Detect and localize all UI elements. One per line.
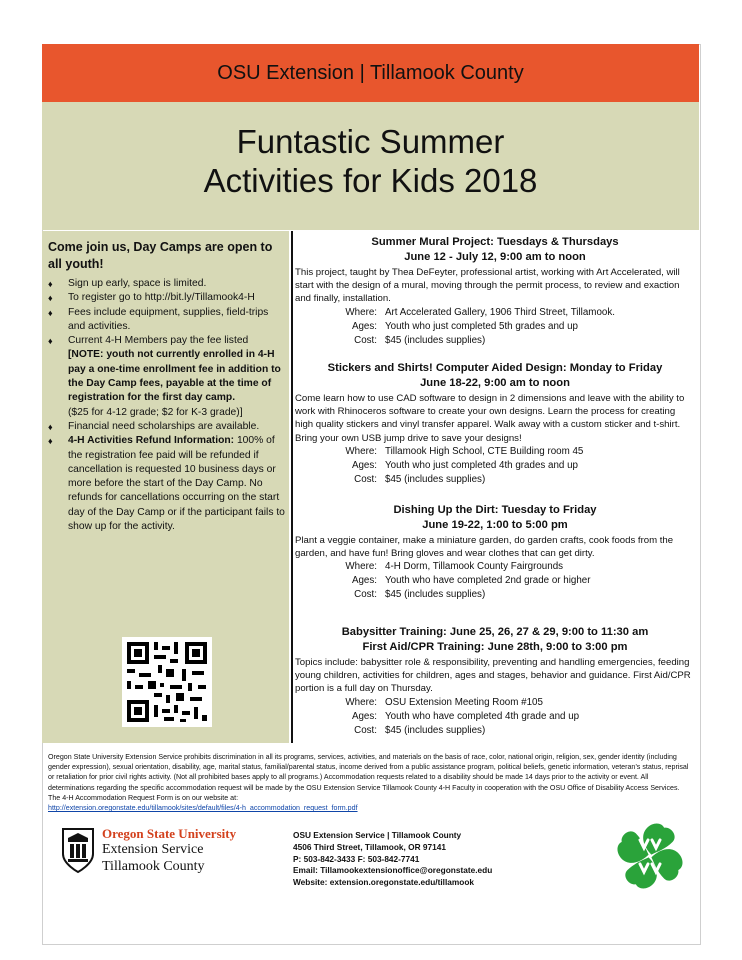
activity-description: This project, taught by Thea DeFeyter, professional artist, working with Art Accelerated, will start with the design of a mural, moving through the permit process, to review and exaction and finally, installation. [295, 267, 680, 305]
diamond-bullet-icon: ♦ [48, 421, 53, 432]
title-line-2: Activities for Kids 2018 [203, 162, 538, 199]
activity-cost: Cost: $45 (includes supplies) [354, 589, 486, 601]
header-bar [42, 44, 699, 102]
bullet-text: Fees include equipment, supplies, field-trips and activities. [68, 306, 269, 332]
activity-description: Plant a veggie container, make a miniature garden, do garden crafts, cook foods from the garden, and have fun! Bring gloves and wear clothes that can get dirty. [295, 535, 674, 560]
diamond-bullet-icon: ♦ [48, 336, 53, 347]
4h-clover-logo [612, 818, 688, 894]
activity-cost: Cost: $45 (includes supplies) [354, 334, 486, 346]
activity-ages: Ages: Youth who have completed 4th grade and up [351, 710, 580, 722]
list-item [48, 291, 286, 305]
list-item [48, 434, 286, 534]
activity-ages: Ages: Youth who have completed 2nd grade or higher [351, 575, 591, 587]
activity-garden [295, 503, 695, 602]
note-label: [NOTE: [68, 349, 104, 361]
disclaimer-text: Oregon State University Extension Service prohibits discrimination in all its programs, services, activities, and materials on the basis of race, color, national origin, religion, sex, gender identity (including gender expression), sexual orientation, disability, age, marital status, familial/parental status, income derived from a public assistance program, political beliefs, genetic information, veteran’s status, reprisal or retaliation for prior civil rights activity. (Not all prohibited bases apply to all programs.) Accommodation requests related to a disability should be made 14 days prior to the activity or event. All determinations regarding the specific accommodation request will be made by the OSU Extension Service Tillamook County 4-H Faculty in cooperation with the OSU Office of Disability Access Services. The 4-H Accommodation Request Form is on our website at: [48, 753, 689, 802]
activity-dates: June 12 - July 12, 9:00 am to noon [404, 251, 586, 263]
list-item [48, 420, 286, 434]
bullet-text: Sign up early, space is limited. [68, 278, 207, 289]
contact-address: 4506 Third Street, Tillamook, OR 97141 [293, 841, 446, 852]
list-item [48, 277, 286, 291]
sidebar-headline: Come join us, Day Camps are open to all youth! [48, 240, 273, 271]
list-item [48, 334, 286, 420]
activity-where: Where: 4-H Dorm, Tillamook County Fairgrounds [345, 561, 564, 573]
contact-org: OSU Extension Service | Tillamook County [293, 830, 462, 840]
activity-cad [295, 361, 695, 487]
accommodation-form-link[interactable]: http://extension.oregonstate.edu/tillamook/sites/default/files/4-h_accommodation_request_form.pdf [48, 804, 358, 813]
diamond-bullet-icon: ♦ [48, 307, 53, 318]
osu-logo [60, 826, 290, 886]
contact-phone: P: 503-842-3433 F: 503-842-7741 [293, 853, 420, 864]
osu-seal-icon [60, 826, 96, 874]
activity-where: Where: Tillamook High School, CTE Building room 45 [345, 445, 584, 457]
note-text: youth not currently enrolled in 4-H pay a one-time enrollment fee in addition to the Day Camp fees, payable at the time of registration for the first day camp. [68, 349, 281, 404]
contact-block [293, 830, 553, 889]
activity-description: Come learn how to use CAD software to design in 2 dimensions and leave with the ability to work with Rhinoceros software to create your own designs. Learn the process for creating high quality stickers and vinyl transfer apparel. Walk away with a custom sticker and t-shirt. Bring your own USB jump drive to save your designs! [295, 393, 685, 444]
activity-cost: Cost: $45 (includes supplies) [354, 724, 486, 736]
org-name: OSU Extension | Tillamook County [217, 61, 524, 84]
activity-title: Stickers and Shirts! Computer Aided Design: Monday to Friday [327, 362, 663, 374]
four-leaf-clover-icon [612, 818, 688, 894]
title-box [42, 102, 699, 230]
activity-babysitter [295, 625, 695, 738]
activity-dates: June 19-22, 1:00 to 5:00 pm [422, 519, 568, 531]
contact-website[interactable]: Website: extension.oregonstate.edu/tillamook [293, 877, 475, 888]
bullet-text: 100% of the registration fee paid will be refunded if cancellation is requested 10 business days or more before the start of the Day Camp. No refunds for cancellations occurring on the start day of the Day Camp or if the participant fails to show up for the activity. [68, 435, 285, 533]
bullet-text: Current 4-H Members pay the fee listed [68, 335, 249, 347]
activity-ages: Ages: Youth who just completed 4th grades and up [351, 459, 578, 471]
qr-code-icon [122, 637, 212, 727]
refund-label: 4-H Activities Refund Information: [68, 435, 235, 447]
title-line-1: Funtastic Summer [236, 123, 505, 160]
activity-dates: June 18-22, 9:00 am to noon [420, 377, 570, 389]
activity-where: Where: Art Accelerated Gallery, 1906 Third Street, Tillamook. [345, 306, 615, 318]
activity-ages: Ages: Youth who just completed 5th grades and up [351, 320, 578, 332]
activity-dates: First Aid/CPR Training: June 28th, 9:00 to 3:00 pm [362, 641, 628, 653]
activity-mural [295, 235, 695, 348]
column-divider [291, 231, 293, 743]
osu-logo-line-2: Extension Service [102, 842, 204, 857]
sidebar-bullets [48, 277, 286, 534]
diamond-bullet-icon: ♦ [48, 436, 53, 447]
activity-cost: Cost: $45 (includes supplies) [354, 473, 486, 485]
osu-logo-line-3: Tillamook County [102, 859, 205, 874]
activity-title: Dishing Up the Dirt: Tuesday to Friday [393, 504, 597, 516]
diamond-bullet-icon: ♦ [48, 293, 53, 304]
activity-title: Babysitter Training: June 25, 26, 27 & 29, 9:00 to 11:30 am [341, 626, 649, 638]
activity-where: Where: OSU Extension Meeting Room #105 [345, 696, 543, 708]
activity-description: Topics include: babysitter role & responsibility, preventing and handling emergencies, feeding young children, activities for children, ages and stages, behavior and guidance. First Aid/CPR portion is a full day on Thursday. [295, 657, 691, 695]
list-item [48, 306, 286, 335]
fee-detail: ($25 for 4-12 grade; $2 for K-3 grade)] [68, 406, 243, 418]
diamond-bullet-icon: ♦ [48, 279, 53, 289]
contact-email[interactable]: Email: Tillamookextensionoffice@oregonstate.edu [293, 865, 493, 876]
bullet-text: To register go to http://bit.ly/Tillamook4-H [68, 292, 255, 304]
disclaimer [48, 752, 693, 813]
activity-title: Summer Mural Project: Tuesdays & Thursdays [371, 236, 619, 248]
qr-code[interactable] [122, 637, 212, 727]
bullet-text: Financial need scholarships are available. [68, 420, 260, 432]
osu-logo-line-1: Oregon State University [102, 826, 237, 841]
